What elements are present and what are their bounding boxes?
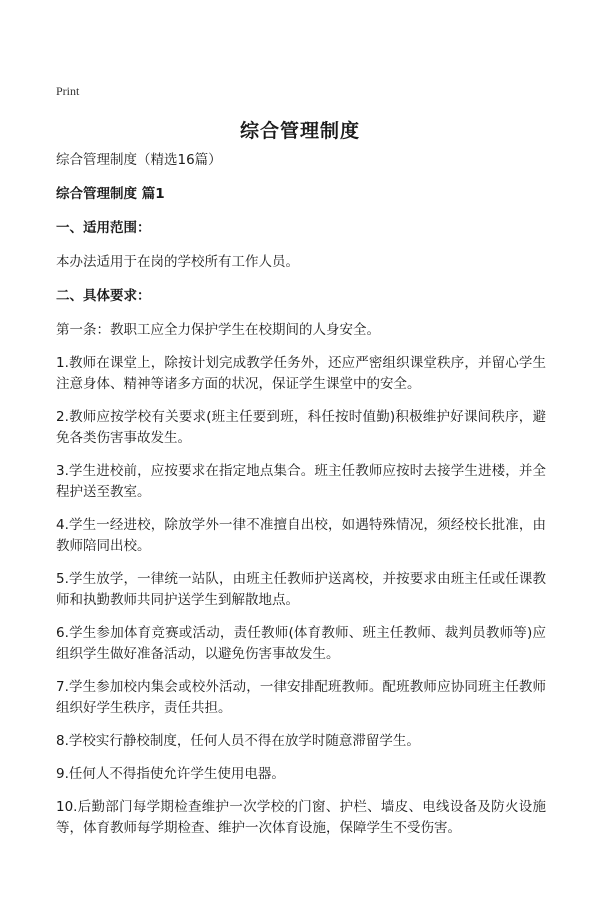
- list-item: 1.教师在课堂上，除按计划完成教学任务外，还应严密组织课堂秩序，并留心学生注意身体、精神等诸多方面的状况，保证学生课堂中的安全。: [56, 355, 546, 392]
- article-one: 第一条：教职工应全力保护学生在校期间的人身安全。: [56, 322, 380, 338]
- document-subtitle: 综合管理制度（精选16篇）: [56, 152, 222, 168]
- list-item: 6.学生参加体育竞赛或活动，责任教师(体育教师、班主任教师、裁判员教师等)应组织学生做好准备活动，以避免伤害事故发生。: [56, 625, 546, 662]
- heading-scope: 一、适用范围：: [56, 220, 151, 236]
- scope-text: 本办法适用于在岗的学校所有工作人员。: [56, 254, 299, 270]
- list-item: 5.学生放学，一律统一站队，由班主任教师护送离校，并按要求由班主任或任课教师和执勤教师共同护送学生到解散地点。: [56, 571, 546, 608]
- list-item: 8.学校实行静校制度，任何人员不得在放学时随意滞留学生。: [56, 733, 420, 749]
- section-title: 综合管理制度 篇1: [56, 186, 165, 202]
- document-body: [56, 150, 546, 839]
- heading-requirements: 二、具体要求：: [56, 288, 151, 304]
- list-item: 3.学生进校前，应按要求在指定地点集合。班主任教师应按时去接学生进楼，并全程护送至教室。: [56, 463, 546, 500]
- list-item: 2.教师应按学校有关要求(班主任要到班，科任按时值勤)积极维护好课间秩序，避免各类伤害事故发生。: [56, 409, 546, 446]
- list-item: 10.后勤部门每学期检查维护一次学校的门窗、护栏、墙皮、电线设备及防火设施等，体育教师每学期检查、维护一次体育设施，保障学生不受伤害。: [56, 799, 546, 836]
- page-title: 综合管理制度: [239, 120, 360, 142]
- list-item: 4.学生一经进校，除放学外一律不准擅自出校，如遇特殊情况，须经校长批准，由教师陪同出校。: [56, 517, 546, 554]
- list-item: 9.任何人不得指使允许学生使用电器。: [56, 766, 285, 782]
- print-label: Print: [56, 84, 80, 98]
- list-item: 7.学生参加校内集会或校外活动，一律安排配班教师。配班教师应协同班主任教师组织好学生秩序，责任共担。: [56, 679, 546, 716]
